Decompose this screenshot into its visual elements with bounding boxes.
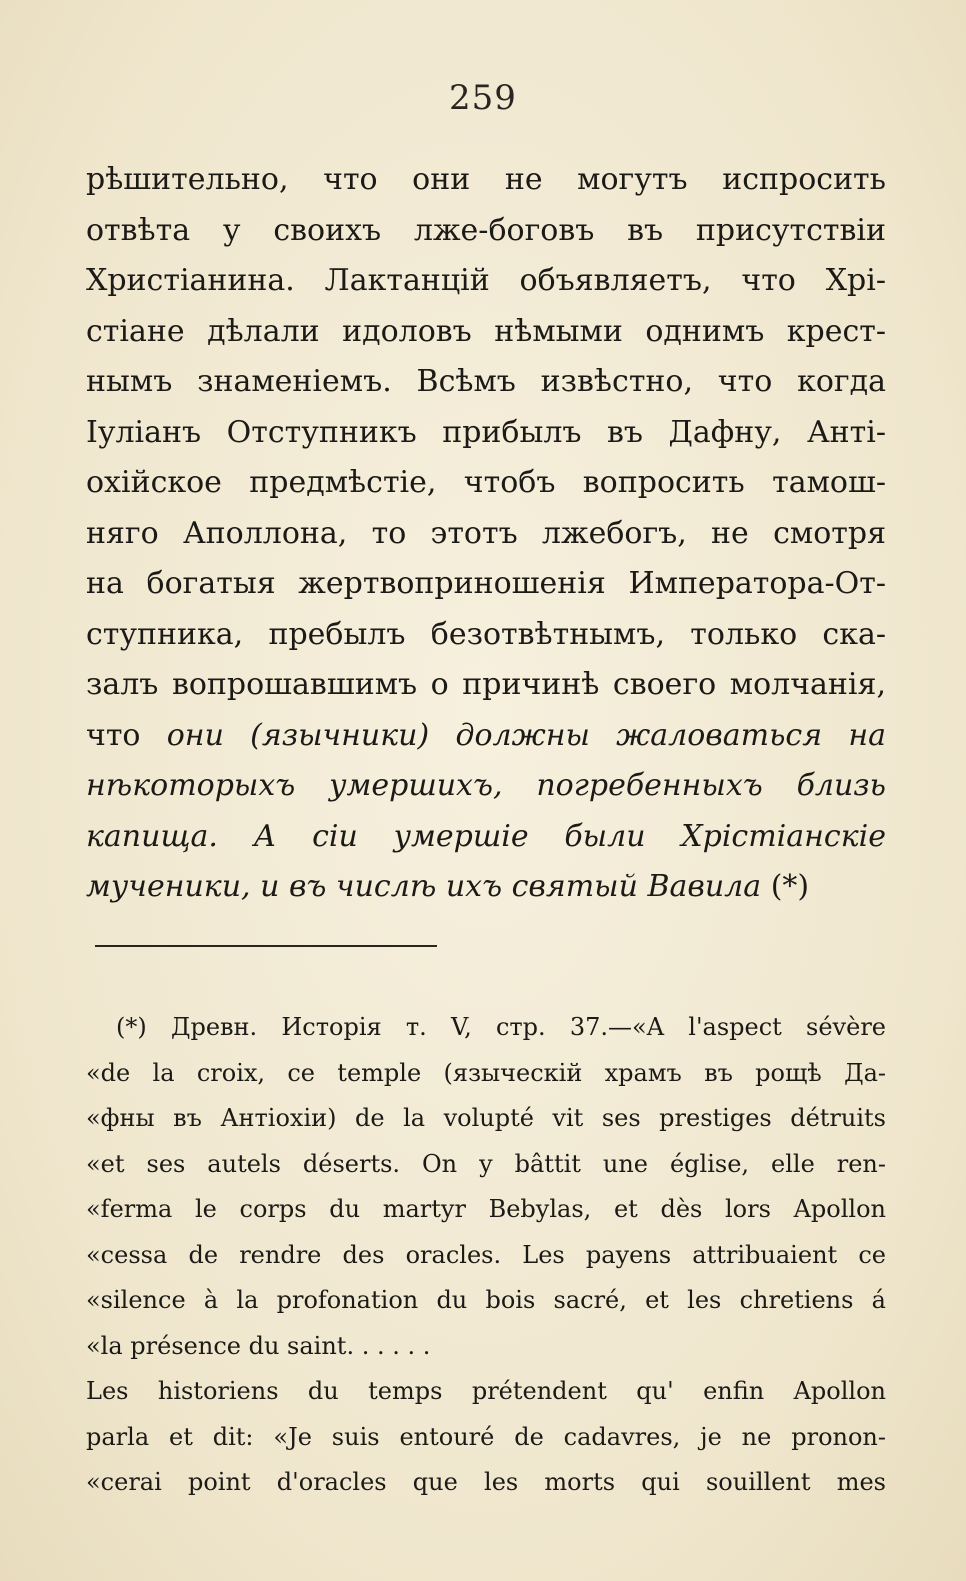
text-span: что <box>86 717 167 753</box>
footnote <box>86 1005 886 1506</box>
text-line: Христіанина. Лактанцій объявляетъ, что Хрі- <box>86 263 886 298</box>
footnote-line: «ferma le corps du martyr Bebylas, et dès lors Apollon <box>86 1195 886 1223</box>
text-line: стіане дѣлали идоловъ нѣмыми однимъ крест- <box>86 313 886 349</box>
text-line <box>86 711 886 762</box>
footnote-marker: (*) <box>761 869 810 904</box>
footnote-line: «cerai point d'oracles que les morts qui souillent mes <box>86 1468 886 1496</box>
footnote-separator <box>95 945 437 947</box>
main-text <box>86 155 886 913</box>
text-line: ступника, пребылъ безотвѣтнымъ, только ска- <box>86 616 886 652</box>
text-line: капища. А сіи умершіе были Хрістіанскіе <box>86 818 886 854</box>
text-line: Іуліанъ Отступникъ прибылъ въ Дафну, Анті- <box>86 414 886 450</box>
footnote-line: «et ses autels déserts. On y bâttit une église, elle ren- <box>86 1149 886 1178</box>
text-line <box>86 862 886 913</box>
text-line: отвѣта у своихъ лже-боговъ въ присутствіи <box>86 212 886 248</box>
footnote-line: «de la croix, ce temple (языческій храмъ въ рощѣ Да- <box>86 1058 886 1087</box>
text-line: на богатыя жертвоприношенія Императора-От- <box>86 566 886 601</box>
footnote-line: «silence à la profonation du bois sacré, et les chretiens á <box>86 1286 886 1314</box>
text-line: рѣшительно, что они не могутъ испросить <box>86 162 886 197</box>
text-line: нѣкоторыхъ умершихъ, погребенныхъ близь <box>86 768 886 803</box>
footnote-line: «cessa de rendre des oracles. Les payens attribuaient ce <box>86 1240 886 1269</box>
text-line: няго Аполлона, то этотъ лжебогъ, не смотря <box>86 515 886 551</box>
footnote-line: parla et dit: «Je suis entouré de cadavres, je ne pronon- <box>86 1422 886 1451</box>
footnote-line: (*) Древн. Исторія т. V, стр. 37.—«A l'aspect sévère <box>116 1013 886 1041</box>
footnote-line: «фны въ Антіохіи) de la volupté vit ses prestiges détruits <box>86 1104 886 1132</box>
footnote-line: Les historiens du temps prétendent qu' enfin Apollon <box>86 1377 886 1405</box>
footnote-line: «la présence du saint. . . . . . <box>86 1331 431 1360</box>
page-number: 259 <box>449 78 517 118</box>
italic-quote: они (язычники) должны жаловаться на <box>166 717 886 753</box>
text-line: нымъ знаменіемъ. Всѣмъ извѣстно, что когда <box>86 364 886 399</box>
text-line: охійское предмѣстіе, чтобъ вопросить тамош- <box>86 465 886 500</box>
italic-quote: мученики, и въ числѣ ихъ святый Вавила <box>86 869 762 904</box>
text-line: залъ вопрошавшимъ о причинѣ своего молчанія, <box>86 667 886 702</box>
